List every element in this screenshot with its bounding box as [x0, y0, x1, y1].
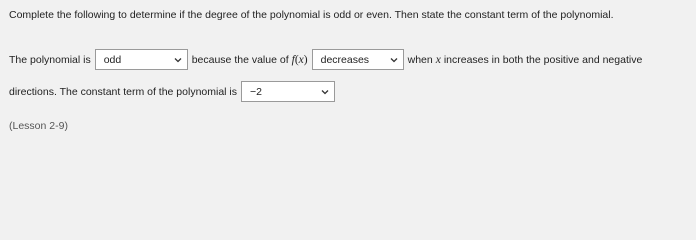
- constant-dropdown-value: −2: [250, 85, 262, 98]
- behavior-dropdown[interactable]: [312, 49, 404, 70]
- behavior-dropdown-value: decreases: [320, 53, 370, 66]
- open-paren: (: [294, 53, 299, 66]
- lesson-text: (Lesson 2-9): [9, 120, 68, 132]
- constant-dropdown[interactable]: [241, 81, 335, 102]
- chevron-down-icon: [320, 87, 330, 97]
- sentence-text-5: directions. The constant term of the polynomial is: [9, 85, 238, 98]
- degree-dropdown[interactable]: [95, 49, 188, 70]
- close-paren: ): [303, 53, 308, 66]
- sentence-text-4: increases in both the positive and negative: [443, 53, 643, 66]
- sentence-text-1: The polynomial is: [9, 53, 91, 66]
- lesson-reference: [9, 120, 68, 132]
- sentence-text-2: because the value of: [191, 53, 289, 66]
- question-prompt: [9, 9, 614, 21]
- function-variable: x: [298, 53, 304, 66]
- variable-x: x: [435, 53, 441, 66]
- sentence-line-1: [9, 49, 642, 70]
- sentence-text-3: when: [407, 53, 433, 66]
- chevron-down-icon: [389, 55, 399, 65]
- prompt-text: Complete the following to determine if the degree of the polynomial is odd or even. Then state the constant term of the polynomial.: [9, 9, 614, 21]
- chevron-down-icon: [173, 55, 183, 65]
- degree-dropdown-value: odd: [103, 53, 122, 66]
- sentence-line-2: [9, 81, 339, 102]
- function-name: f: [291, 53, 295, 66]
